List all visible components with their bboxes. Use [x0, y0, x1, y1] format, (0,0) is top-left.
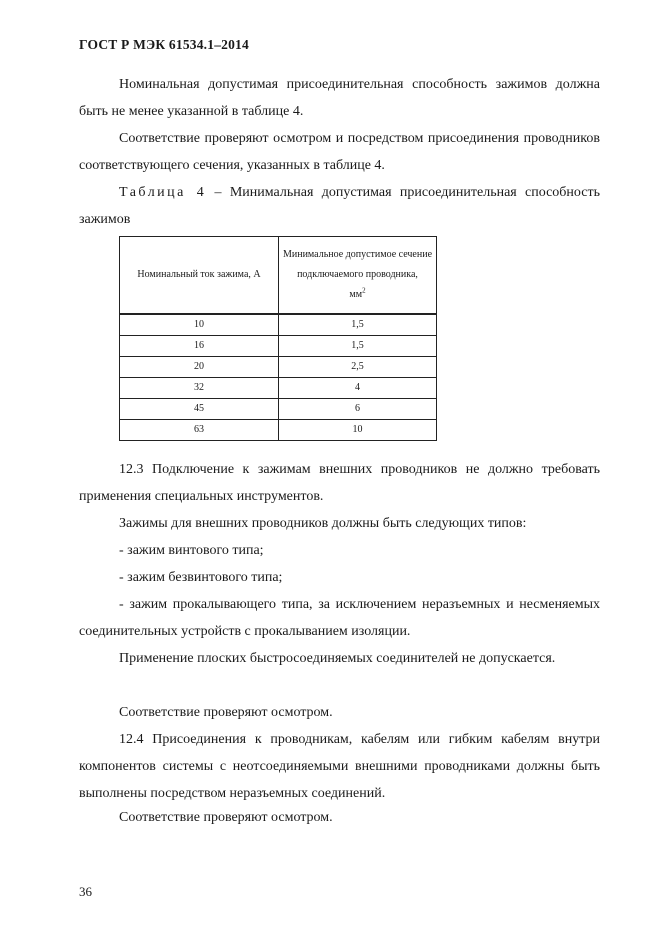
paragraph-flat-connectors: Применение плоских быстросоединяемых соединителей не допускается.	[119, 651, 556, 666]
clause-12-4: 12.4 Присоединения к проводникам, кабелям или гибким кабелям внутри компонентов системы с неотсоединяемыми внешними проводниками должны быть выполнены посредством неразъемных соединений.	[79, 732, 600, 801]
cell-section: 10	[279, 420, 437, 441]
cell-section: 1,5	[279, 314, 437, 336]
compliance-statement: Соответствие проверяют осмотром.	[119, 705, 333, 720]
table-row	[120, 314, 437, 336]
paragraph-capacity: Номинальная допустимая присоединительная способность зажимов должна быть не менее указанной в таблице 4.	[79, 77, 600, 119]
cell-current: 63	[120, 420, 279, 441]
table-row	[120, 420, 437, 441]
paragraph-compliance-check: Соответствие проверяют осмотром и посредством присоединения проводников соответствующего сечения, указанных в таблице 4.	[79, 131, 600, 173]
list-item: - зажим винтового типа;	[119, 543, 264, 558]
table-row	[120, 336, 437, 357]
cell-section: 4	[279, 378, 437, 399]
unit-mm2: $мм^2$	[349, 286, 366, 300]
table-row	[120, 378, 437, 399]
cell-section: 1,5	[279, 336, 437, 357]
clause-12-3: 12.3 Подключение к зажимам внешних проводников не должно требовать применения специальных инструментов.	[79, 462, 600, 504]
cell-current: 32	[120, 378, 279, 399]
compliance-statement: Соответствие проверяют осмотром.	[119, 810, 333, 825]
col-header-current: Номинальный ток зажима, А	[120, 237, 279, 315]
list-item: - зажим прокалывающего типа, за исключением неразъемных и несменяемых соединительных устройств с прокалыванием изоляции.	[79, 597, 600, 639]
cell-current: 20	[120, 357, 279, 378]
document-header: ГОСТ Р МЭК 61534.1–2014	[79, 37, 249, 52]
table-caption-text: – Минимальная допустимая присоединительная способность зажимов	[79, 185, 600, 227]
types-intro: Зажимы для внешних проводников должны быть следующих типов:	[119, 516, 527, 531]
cell-current: 45	[120, 399, 279, 420]
cell-section: 6	[279, 399, 437, 420]
table-row	[120, 357, 437, 378]
table-header-row	[120, 237, 437, 315]
table-4	[119, 236, 437, 441]
table-caption-prefix: Таблица 4	[119, 185, 207, 200]
table-caption	[79, 179, 600, 233]
table-row	[120, 399, 437, 420]
cell-current: 10	[120, 314, 279, 336]
list-item: - зажим безвинтового типа;	[119, 570, 283, 585]
col-header-section: Минимальное допустимое сечение подключаемого проводника, $мм^2$	[279, 237, 437, 315]
cell-section: 2,5	[279, 357, 437, 378]
cell-current: 16	[120, 336, 279, 357]
page-number: 36	[79, 884, 92, 899]
